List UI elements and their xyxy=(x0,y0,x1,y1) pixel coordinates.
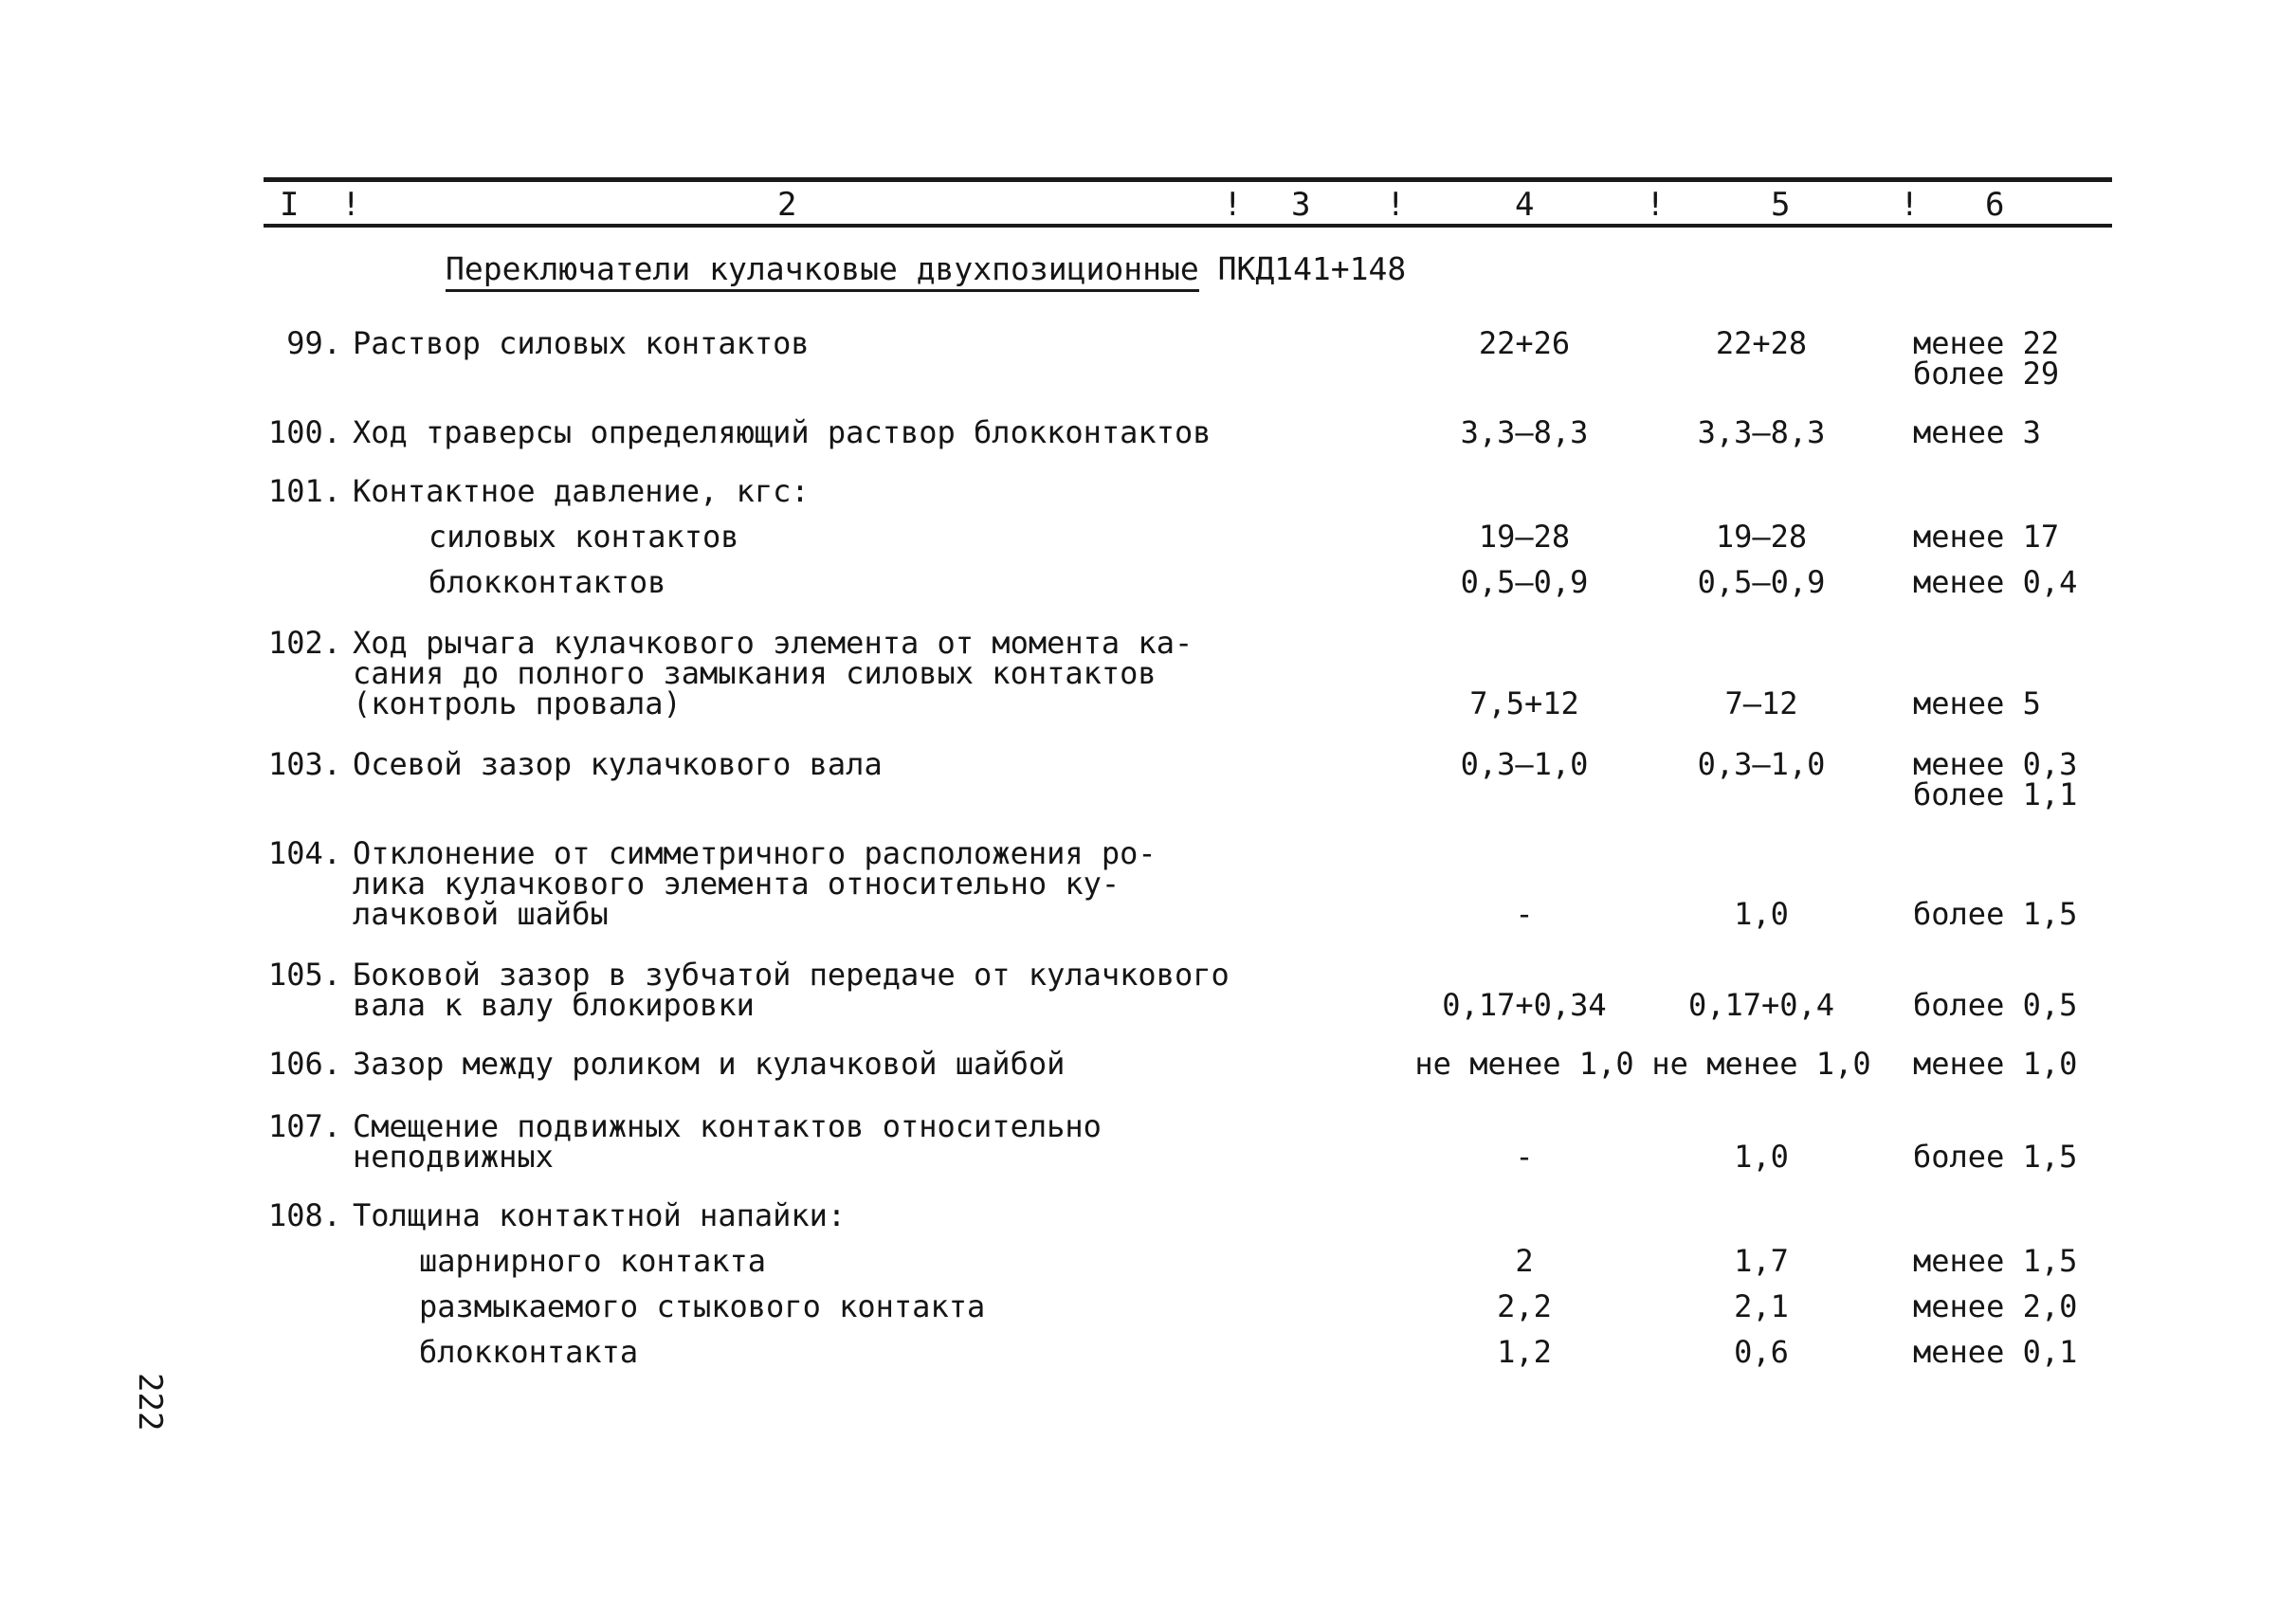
row-number: 101. xyxy=(267,473,341,509)
header-col-5: 5 xyxy=(1771,186,1791,224)
row-description: лика кулачкового элемента относительно ку- xyxy=(353,866,1121,902)
cell-col4: 7,5+12 xyxy=(1469,685,1579,721)
cell-col5: 1,0 xyxy=(1734,1139,1789,1175)
header-sep: ! xyxy=(341,186,361,224)
cell-col6: менее 17 xyxy=(1913,519,2060,555)
cell-col6: более 29 xyxy=(1913,356,2060,392)
cell-col5: не менее 1,0 xyxy=(1651,1046,1871,1082)
row-number: 106. xyxy=(267,1046,341,1082)
row-number: 99. xyxy=(286,325,341,361)
row-description: Ход рычага кулачкового элемента от момента ка- xyxy=(353,625,1194,661)
row-description: вала к валу блокировки xyxy=(353,987,755,1023)
sub-item: размыкаемого стыкового контакта xyxy=(419,1288,986,1324)
header-col-2: 2 xyxy=(777,186,797,224)
row-description: сания до полного замыкания силовых контактов xyxy=(353,655,1157,691)
row-description: Смещение подвижных контактов относительно xyxy=(353,1108,1102,1144)
row-description: Боковой зазор в зубчатой передаче от кулачкового xyxy=(353,957,1230,993)
header-sep: ! xyxy=(1386,186,1406,224)
cell-col4: 2,2 xyxy=(1497,1288,1552,1324)
row-description: Отклонение от симметричного расположения ро- xyxy=(353,835,1157,871)
sub-item: блокконтакта xyxy=(419,1334,639,1370)
cell-col5: 22+28 xyxy=(1715,325,1808,361)
row-description: Раствор силовых контактов xyxy=(353,325,810,361)
cell-col5: 1,0 xyxy=(1734,896,1789,932)
header-col-3: 3 xyxy=(1291,186,1311,224)
row-number: 103. xyxy=(267,746,341,782)
row-description: неподвижных xyxy=(353,1139,554,1175)
cell-col4: 2 xyxy=(1515,1243,1534,1279)
row-number: 107. xyxy=(267,1108,341,1144)
row-number: 102. xyxy=(267,625,341,661)
cell-col4: 0,3–1,0 xyxy=(1460,746,1589,782)
header-sep: ! xyxy=(1646,186,1666,224)
cell-col4: 22+26 xyxy=(1478,325,1571,361)
row-description: Толщина контактной напайки: xyxy=(353,1197,847,1233)
row-description: лачковой шайбы xyxy=(353,896,609,932)
row-number: 105. xyxy=(267,957,341,993)
header-top-rule xyxy=(264,177,2112,182)
cell-col5: 0,5–0,9 xyxy=(1697,564,1826,600)
cell-col4: 3,3–8,3 xyxy=(1460,414,1589,450)
section-title: Переключатели кулачковые двухпозиционные xyxy=(446,250,1199,292)
cell-col5: 0,6 xyxy=(1734,1334,1789,1370)
row-description: Осевой зазор кулачкового вала xyxy=(353,746,883,782)
cell-col5: 0,17+0,4 xyxy=(1687,987,1835,1023)
row-description: (контроль провала) xyxy=(353,685,682,721)
row-number: 108. xyxy=(267,1197,341,1233)
cell-col6: менее 22 xyxy=(1913,325,2060,361)
header-sep: ! xyxy=(1223,186,1243,224)
cell-col4: 0,17+0,34 xyxy=(1442,987,1607,1023)
row-description: Контактное давление, кгс: xyxy=(353,473,810,509)
cell-col6: менее 2,0 xyxy=(1913,1288,2078,1324)
section-code: ПКД141+148 xyxy=(1217,250,1407,287)
header-sep: ! xyxy=(1900,186,1920,224)
row-number: 100. xyxy=(267,414,341,450)
row-description: Ход траверсы определяющий раствор блокконтактов xyxy=(353,414,1212,450)
sub-item: блокконтактов xyxy=(428,564,666,600)
cell-col5: 7–12 xyxy=(1724,685,1798,721)
row-description: Зазор между роликом и кулачковой шайбой xyxy=(353,1046,1066,1082)
cell-col6: менее 5 xyxy=(1913,685,2041,721)
cell-col5: 0,3–1,0 xyxy=(1697,746,1826,782)
sub-item: шарнирного контакта xyxy=(419,1243,767,1279)
row-number: 104. xyxy=(267,835,341,871)
section-heading xyxy=(446,252,1406,286)
cell-col6: более 1,5 xyxy=(1913,1139,2078,1175)
cell-col6: менее 0,1 xyxy=(1913,1334,2078,1370)
cell-col4: не менее 1,0 xyxy=(1414,1046,1634,1082)
header-col-4: 4 xyxy=(1515,186,1535,224)
cell-col4: 0,5–0,9 xyxy=(1460,564,1589,600)
cell-col6: менее 0,3 xyxy=(1913,746,2078,782)
cell-col6: менее 1,5 xyxy=(1913,1243,2078,1279)
cell-col4: 1,2 xyxy=(1497,1334,1552,1370)
cell-col6: менее 3 xyxy=(1913,414,2041,450)
cell-col6: более 1,5 xyxy=(1913,896,2078,932)
cell-col6: менее 1,0 xyxy=(1913,1046,2078,1082)
cell-col4: - xyxy=(1515,1139,1534,1175)
cell-col5: 3,3–8,3 xyxy=(1697,414,1826,450)
header-bottom-rule xyxy=(264,224,2112,228)
sub-item: силовых контактов xyxy=(428,519,739,555)
page-number: 222 xyxy=(131,1373,169,1432)
header-col-6: 6 xyxy=(1985,186,2005,224)
cell-col4: 19–28 xyxy=(1478,519,1571,555)
cell-col4: - xyxy=(1515,896,1534,932)
cell-col6: более 1,1 xyxy=(1913,776,2078,812)
cell-col6: более 0,5 xyxy=(1913,987,2078,1023)
cell-col5: 1,7 xyxy=(1734,1243,1789,1279)
header-col-1: I xyxy=(280,186,300,224)
cell-col5: 19–28 xyxy=(1715,519,1808,555)
cell-col5: 2,1 xyxy=(1734,1288,1789,1324)
cell-col6: менее 0,4 xyxy=(1913,564,2078,600)
